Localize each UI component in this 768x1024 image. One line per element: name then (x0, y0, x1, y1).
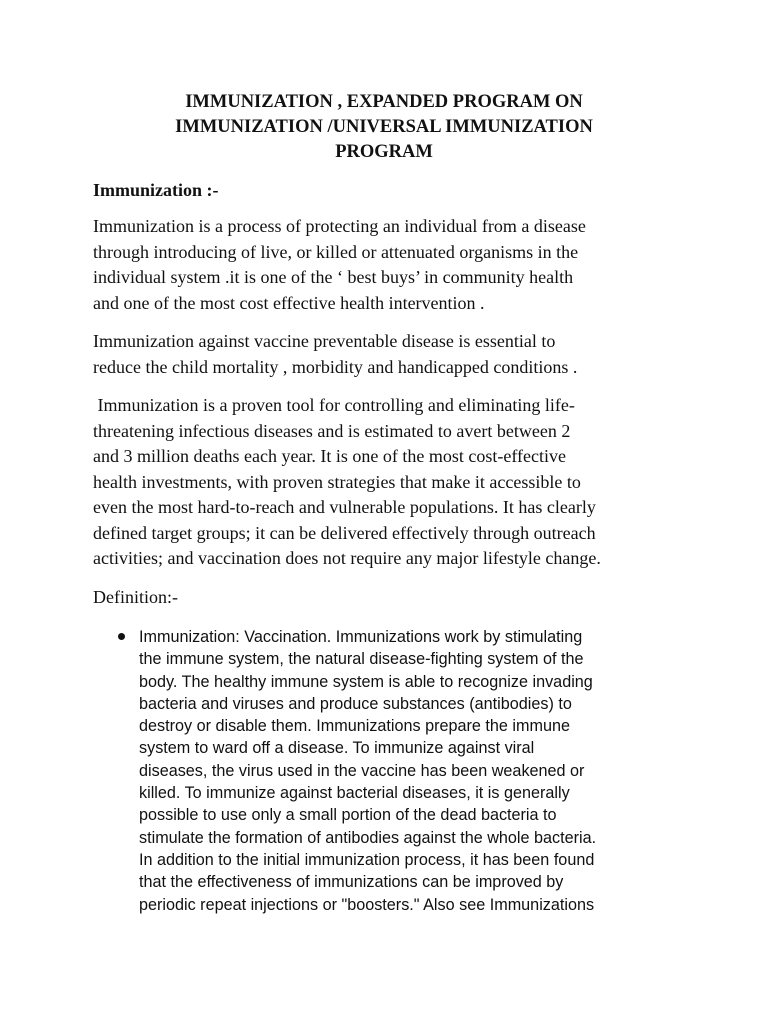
paragraph-line: Immunization against vaccine preventable disease is essential to (93, 331, 556, 351)
paragraph-line: reduce the child mortality , morbidity and handicapped conditions . (93, 356, 578, 377)
bullet-line: diseases, the virus used in the vaccine has been weakened or (139, 761, 585, 780)
bullet-line: destroy or disable them. Immunizations prepare the immune (139, 717, 570, 736)
definition-bullet-item (139, 626, 596, 916)
bullet-line: killed. To immunize against bacterial diseases, it is generally (139, 784, 570, 803)
bullet-line: possible to use only a small portion of the dead bacteria to (139, 806, 557, 825)
paragraph-line: Immunization is a process of protecting an individual from a disease (93, 216, 586, 236)
paragraph-line: and 3 million deaths each year. It is one of the most cost-effective (93, 446, 567, 466)
bullet-line: body. The healthy immune system is able to recognize invading (139, 672, 593, 691)
bullet-line: Immunization: Vaccination. Immunizations work by stimulating (139, 628, 583, 646)
definition-heading: Definition:- (93, 587, 178, 607)
bullet-line: system to ward off a disease. To immunize against viral (139, 739, 535, 758)
bullet-line: bacteria and viruses and produce substances (antibodies) to (139, 694, 572, 713)
section-heading: Immunization :- (93, 180, 219, 200)
paragraph-line: threatening infectious diseases and is estimated to avert between 2 (93, 420, 571, 441)
bullet-line: that the effectiveness of immunizations can be improved by (139, 873, 564, 892)
paragraph-line: activities; and vaccination does not require any major lifestyle change. (93, 548, 601, 568)
paragraph-line: even the most hard-to-reach and vulnerable populations. It has clearly (93, 497, 596, 517)
paragraph-line: and one of the most cost effective health intervention . (93, 292, 485, 313)
paragraph-line: defined target groups; it can be delivered effectively through outreach (93, 522, 596, 543)
bullet-line: stimulate the formation of antibodies against the whole bacteria. (139, 828, 597, 847)
bullet-line: In addition to the initial immunization process, it has been found (139, 850, 595, 869)
title-line: IMMUNIZATION , EXPANDED PROGRAM ON (185, 92, 583, 112)
paragraph-child-mortality (93, 329, 577, 380)
document-title (100, 90, 668, 165)
title-line: PROGRAM (335, 142, 433, 162)
paragraph-definition-intro (93, 214, 586, 316)
title-line: IMMUNIZATION /UNIVERSAL IMMUNIZATION (175, 117, 593, 137)
paragraph-proven-tool (93, 393, 601, 572)
paragraph-line: through introducing of live, or killed or attenuated organisms in the (93, 241, 579, 262)
bullet-line: the immune system, the natural disease-fighting system of the (139, 650, 584, 669)
paragraph-line: individual system .it is one of the ‘ best buys’ in community health (93, 267, 574, 287)
bullet-dot-icon (118, 633, 125, 640)
bullet-line: periodic repeat injections or "boosters." Also see Immunizations (139, 895, 595, 914)
paragraph-line: health investments, with proven strategies that make it accessible to (93, 471, 581, 492)
paragraph-line: Immunization is a proven tool for controlling and eliminating life- (93, 395, 575, 415)
